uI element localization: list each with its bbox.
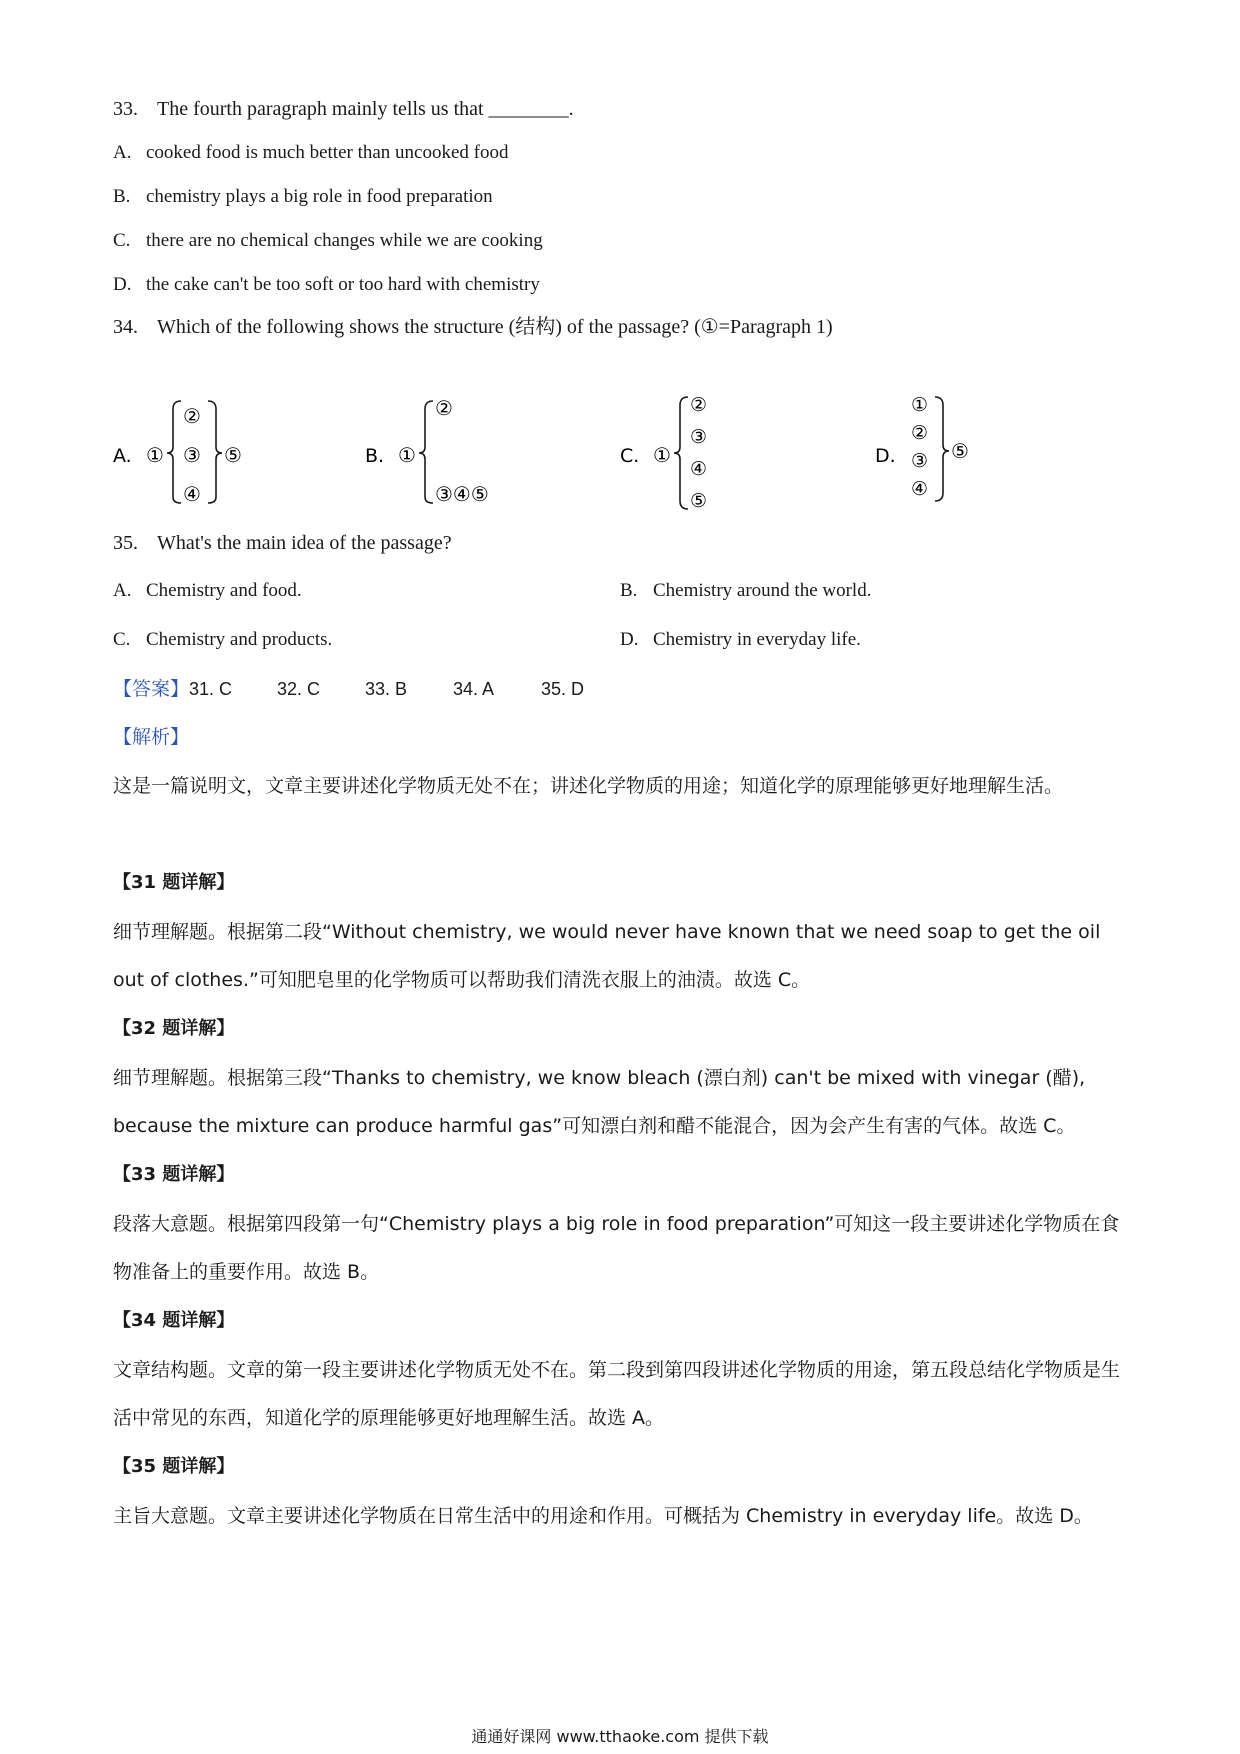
- q34-c-item-3: ③: [690, 426, 708, 448]
- q34-option-c-diagram: [620, 395, 750, 510]
- analysis-summary: 这是一篇说明文，文章主要讲述化学物质无处不在；讲述化学物质的用途；知道化学的原理能够更好地理解生活。: [113, 775, 1064, 797]
- q34-d-item-2: ②: [911, 422, 929, 444]
- answer-key: [113, 676, 584, 702]
- detail-32-text: 细节理解题。根据第三段“Thanks to chemistry, we know bleach (漂白剂) can't be mixed with vinegar (醋), because the mixture can produce harmful gas”可知漂白剂和醋不能混合，因为会产生有害的气体。故选 C。: [113, 1067, 1086, 1137]
- q34-option-d-diagram: [875, 395, 995, 510]
- q34-option-c: [620, 395, 750, 510]
- q34-b-top: ②: [435, 396, 453, 420]
- detail-33-heading: 【33 题详解】: [113, 1164, 235, 1185]
- q35-stem-text: What's the main idea of the passage?: [157, 532, 452, 554]
- q33-number: 33.: [113, 98, 138, 120]
- q34-b-left: ①: [398, 443, 416, 467]
- q34-a-left: ①: [146, 443, 164, 467]
- q34-a-item-2: ②: [183, 404, 201, 428]
- q34-b-letter: B.: [365, 445, 385, 467]
- answer-label: 【答案】: [113, 678, 190, 700]
- q34-option-a: [113, 395, 263, 510]
- q34-c-item-4: ④: [690, 458, 708, 480]
- q34-option-d: [875, 395, 995, 510]
- q34-a-right-brace: [208, 401, 222, 503]
- q34-c-item-5: ⑤: [690, 490, 708, 510]
- q34-d-item-3: ③: [911, 450, 929, 472]
- q34-d-item-4: ④: [911, 478, 929, 500]
- detail-31-text: 细节理解题。根据第二段“Without chemistry, we would never have known that we need soap to get the oil out of clothes.”可知肥皂里的化学物质可以帮助我们清洗衣服上的油渍。故选 C。: [113, 921, 1101, 991]
- q35-option-d: D. Chemistry in everyday life.: [620, 629, 861, 650]
- q34-a-right: ⑤: [224, 443, 242, 467]
- q33-option-a: A. cooked food is much better than uncooked food: [113, 142, 509, 163]
- q35-stem: [113, 530, 452, 556]
- q34-stem: [113, 314, 833, 340]
- q34-a-item-4: ④: [183, 482, 201, 506]
- q35-option-a: A. Chemistry and food.: [113, 580, 302, 601]
- q34-a-item-3: ③: [183, 443, 201, 467]
- analysis-label: 【解析】: [113, 726, 190, 748]
- answer-35: 35. D: [541, 679, 585, 699]
- q34-option-a-diagram: [113, 395, 263, 510]
- q34-a-left-brace: [167, 401, 181, 503]
- q33-option-d: D. the cake can't be too soft or too hard with chemistry: [113, 274, 540, 295]
- q34-d-right-brace: [935, 397, 949, 501]
- detail-34-text: 文章结构题。文章的第一段主要讲述化学物质无处不在。第二段到第四段讲述化学物质的用途，第五段总结化学物质是生活中常见的东西，知道化学的原理能够更好地理解生活。故选 A。: [113, 1359, 1121, 1429]
- q34-option-b: [365, 395, 525, 510]
- detail-32-heading: 【32 题详解】: [113, 1018, 235, 1039]
- q34-number: 34.: [113, 316, 138, 338]
- detail-35-heading: 【35 题详解】: [113, 1456, 235, 1477]
- q34-option-b-diagram: [365, 395, 525, 510]
- q35-number: 35.: [113, 532, 138, 554]
- q34-b-left-brace: [419, 401, 433, 503]
- detail-35-text: 主旨大意题。文章主要讲述化学物质在日常生活中的用途和作用。可概括为 Chemistry in everyday life。故选 D。: [113, 1505, 1093, 1527]
- q35-option-b: B. Chemistry around the world.: [620, 580, 872, 601]
- answer-32: 32. C: [277, 679, 321, 699]
- answer-33: 33. B: [365, 679, 408, 699]
- q34-d-letter: D.: [875, 445, 896, 467]
- q33-option-b: B. chemistry plays a big role in food preparation: [113, 186, 493, 207]
- q34-a-letter: A.: [113, 445, 132, 467]
- detail-31-heading: 【31 题详解】: [113, 872, 235, 893]
- detail-33-text: 段落大意题。根据第四段第一句“Chemistry plays a big role in food preparation”可知这一段主要讲述化学物质在食物准备上的重要作用。故选 B。: [113, 1213, 1120, 1283]
- detail-34-heading: 【34 题详解】: [113, 1310, 235, 1331]
- q34-c-item-2: ②: [690, 395, 708, 416]
- answer-34: 34. A: [453, 679, 495, 699]
- q34-c-left-brace: [674, 397, 688, 509]
- q33-stem: [113, 96, 574, 122]
- q33-option-c: C. there are no chemical changes while we are cooking: [113, 230, 543, 251]
- q35-option-c: C. Chemistry and products.: [113, 629, 333, 650]
- page-footer: 通通好课网 www.tthaoke.com 提供下载: [471, 1727, 769, 1746]
- q34-b-bottom: ③④⑤: [435, 482, 489, 506]
- q34-d-right: ⑤: [951, 439, 969, 463]
- q34-d-item-1: ①: [911, 395, 929, 416]
- q34-c-letter: C.: [620, 445, 640, 467]
- answer-31: 31. C: [189, 679, 233, 699]
- q34-c-left: ①: [653, 443, 671, 467]
- q34-stem-text: Which of the following shows the structure (结构) of the passage? (①=Paragraph 1): [157, 316, 833, 338]
- q33-stem-text: The fourth paragraph mainly tells us that ________.: [157, 98, 574, 120]
